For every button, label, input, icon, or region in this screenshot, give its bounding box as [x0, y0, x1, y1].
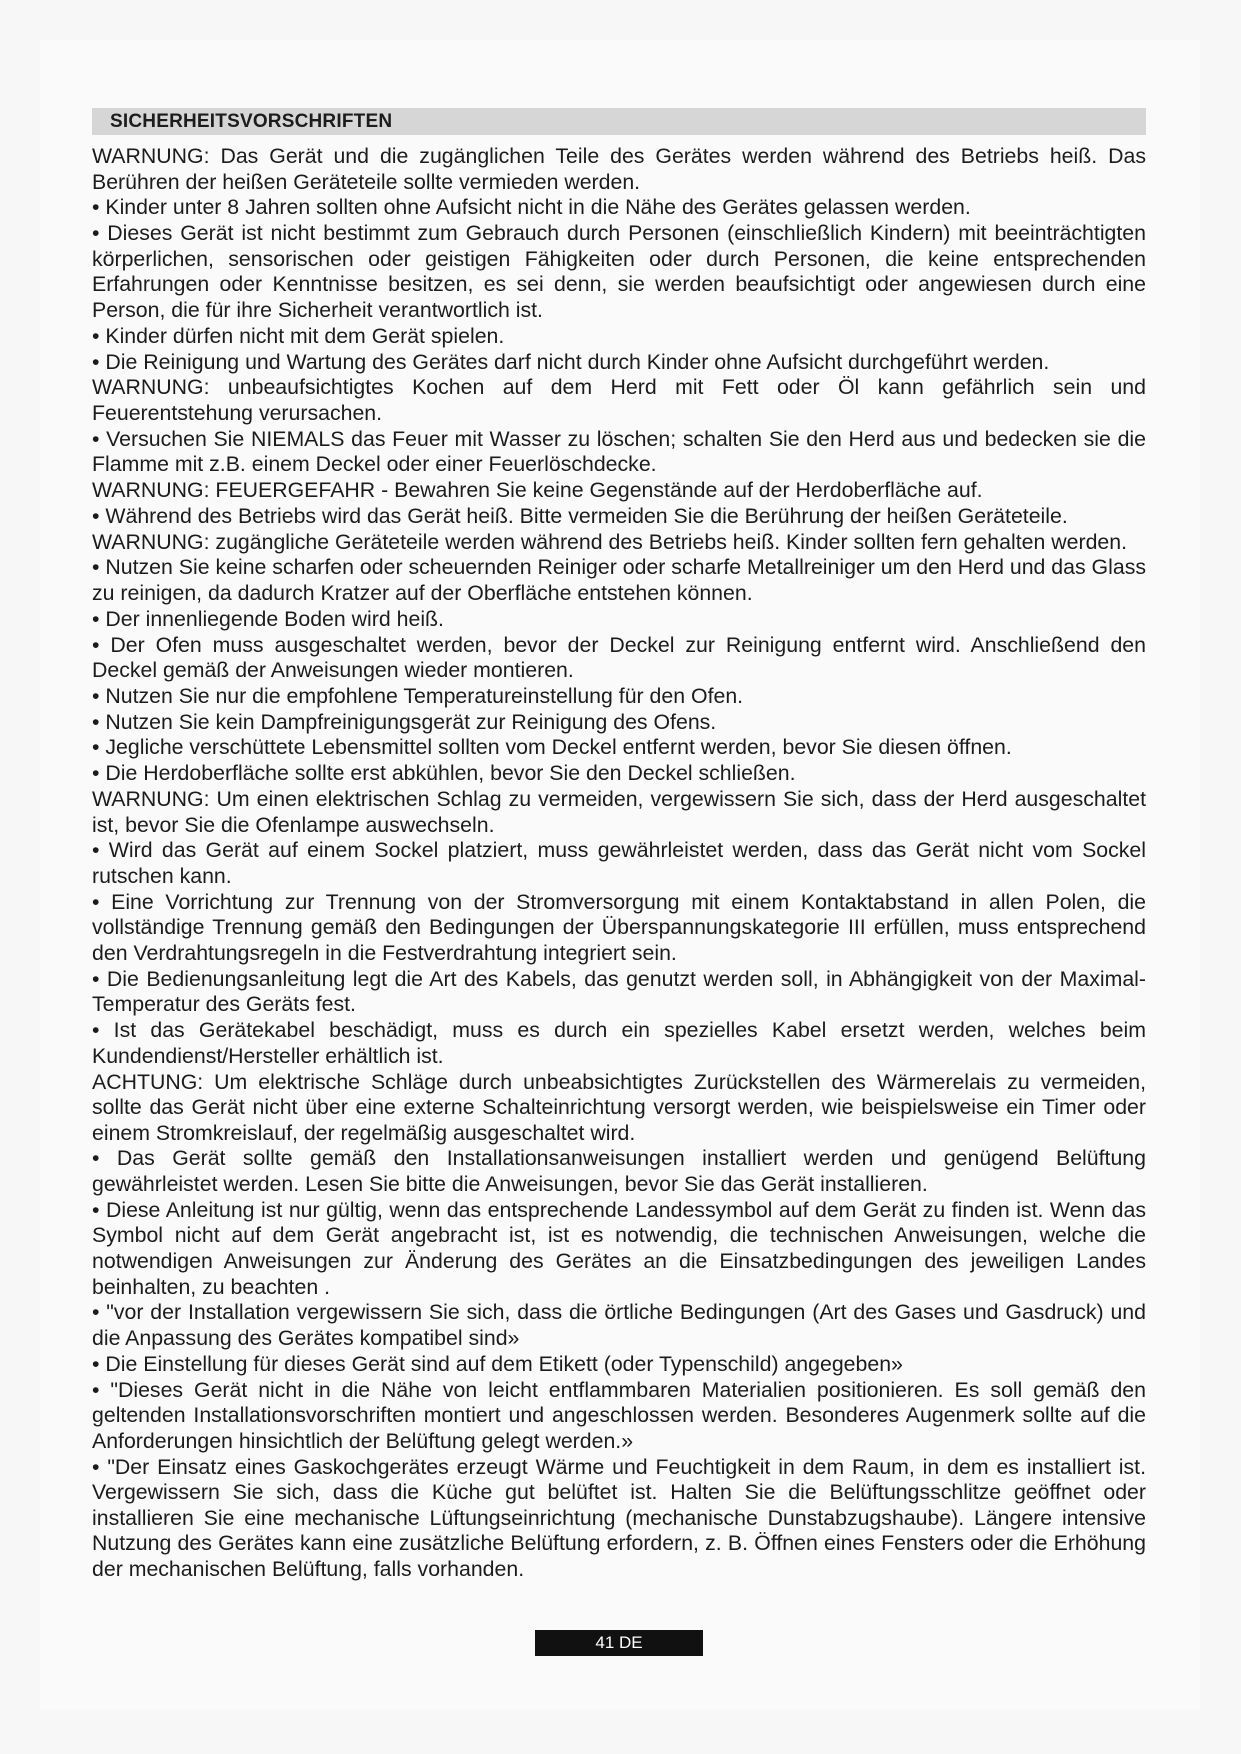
paragraph: • Kinder unter 8 Jahren sollten ohne Aufsicht nicht in die Nähe des Gerätes gelassen werden.: [92, 195, 971, 220]
paragraph: • Wird das Gerät auf einem Sockel platziert, muss gewährleistet werden, dass das Gerät nicht vom Sockel rutschen kann.: [92, 838, 1146, 888]
paragraph: • Nutzen Sie nur die empfohlene Temperatureinstellung für den Ofen.: [92, 683, 744, 708]
paragraph: • Während des Betriebs wird das Gerät heiß. Bitte vermeiden Sie die Berührung der heißen Geräteteile.: [92, 503, 1068, 528]
paragraph: • Dieses Gerät ist nicht bestimmt zum Gebrauch durch Personen (einschließlich Kindern) mit beeinträchtigten körperlichen, sensorischen oder geistigen Fähigkeiten oder durch Personen, die keine entsprechenden Erfahrungen oder Kenntnisse besitzen, es sei denn, sie werden beaufsichtigt oder angewiesen durch eine Person, die für ihre Sicherheit verantwortlich ist.: [92, 221, 1146, 322]
paragraph: • Eine Vorrichtung zur Trennung von der Stromversorgung mit einem Kontaktabstand in allen Polen, die vollständige Trennung gemäß den Bedingungen der Überspannungskategorie III erfüllen, muss entsprechend den Verdrahtungsregeln in die Festverdrahtung integriert sein.: [92, 889, 1146, 965]
paragraph: ACHTUNG: Um elektrische Schläge durch unbeabsichtigtes Zurückstellen des Wärmerelais zu vermeiden, sollte das Gerät nicht über eine externe Schalteinrichtung versorgt werden, wie beispielsweise ein Timer oder einem Stromkreislauf, der regelmäßig ausgeschaltet wird.: [92, 1069, 1146, 1145]
paragraph: • Die Reinigung und Wartung des Gerätes darf nicht durch Kinder ohne Aufsicht durchgeführt werden.: [92, 349, 1050, 374]
paragraph: WARNUNG: unbeaufsichtigtes Kochen auf dem Herd mit Fett oder Öl kann gefährlich sein und Feuerentstehung verursachen.: [92, 375, 1146, 425]
section-header: [92, 108, 1146, 135]
paragraph: WARNUNG: zugängliche Geräteteile werden während des Betriebs heiß. Kinder sollten fern gehalten werden.: [92, 529, 1128, 554]
paragraph: WARNUNG: FEUERGEFAHR - Bewahren Sie keine Gegenstände auf der Herdoberfläche auf.: [92, 478, 983, 503]
paragraph: • Die Herdoberfläche sollte erst abkühlen, bevor Sie den Deckel schließen.: [92, 761, 796, 786]
paragraph: WARNUNG: Das Gerät und die zugänglichen Teile des Gerätes werden während des Betriebs heiß. Das Berühren der heißen Geräteteile sollte vermieden werden.: [92, 144, 1146, 194]
page-number-label: 41 DE: [535, 1630, 703, 1656]
paragraph: • Kinder dürfen nicht mit dem Gerät spielen.: [92, 323, 505, 348]
section-title: SICHERHEITSVORSCHRIFTEN: [110, 111, 393, 132]
paragraph: • Ist das Gerätekabel beschädigt, muss es durch ein spezielles Kabel ersetzt werden, welches beim Kundendienst/Hersteller erhältlich ist.: [92, 1018, 1146, 1068]
paragraph: • Diese Anleitung ist nur gültig, wenn das entsprechende Landessymbol auf dem Gerät zu finden ist. Wenn das Symbol nicht auf dem Gerät angebracht ist, ist es notwendig, die technischen Anweisungen, welche die notwendigen Anweisungen zur Änderung des Gerätes an die Einsatzbedingungen des jeweiligen Landes beinhalten, zu beachten .: [92, 1197, 1146, 1299]
paragraph: • "Der Einsatz eines Gaskochgerätes erzeugt Wärme und Feuchtigkeit in dem Raum, in dem es installiert ist. Vergewissern Sie sich, dass die Küche gut belüftet ist. Halten Sie die Belüftungsschlitze geöffnet oder installieren Sie eine mechanische Lüftungseinrichtung (mechanische Dunstabzugshaube). Längere intensive Nutzung des Gerätes kann eine zusätzliche Belüftung erfordern, z. B. Öffnen eines Fensters oder die Erhöhung der mechanischen Belüftung, falls vorhanden.: [92, 1454, 1146, 1581]
paragraph: • Jegliche verschüttete Lebensmittel sollten vom Deckel entfernt werden, bevor Sie diesen öffnen.: [92, 735, 1012, 760]
paragraph: • "vor der Installation vergewissern Sie sich, dass die örtliche Bedingungen (Art des Gases und Gasdruck) und die Anpassung des Gerätes kompatibel sind»: [92, 1300, 1146, 1350]
paragraph: • Nutzen Sie keine scharfen oder scheuernden Reiniger oder scharfe Metallreiniger um den Herd und das Glass zu reinigen, da dadurch Kratzer auf der Oberfläche entstehen können.: [92, 555, 1146, 605]
paragraph: • Die Einstellung für dieses Gerät sind auf dem Etikett (oder Typenschild) angegeben»: [92, 1351, 903, 1376]
paragraph: • Das Gerät sollte gemäß den Installationsanweisungen installiert werden und genügend Belüftung gewährleistet werden. Lesen Sie bitte die Anweisungen, bevor Sie das Gerät installieren.: [92, 1146, 1146, 1197]
paragraph: • "Dieses Gerät nicht in die Nähe von leicht entflammbaren Materialien positionieren. Es soll gemäß den geltenden Installationsvorschriften montiert und angeschlossen werden. Besonderes Augenmerk sollte auf die Anforderungen hinsichtlich der Belüftung gelegt werden.»: [92, 1377, 1146, 1453]
paragraph: • Der Ofen muss ausgeschaltet werden, bevor der Deckel zur Reinigung entfernt wird. Anschließend den Deckel gemäß der Anweisungen wieder montieren.: [92, 632, 1146, 683]
paragraph: WARNUNG: Um einen elektrischen Schlag zu vermeiden, vergewissern Sie sich, dass der Herd ausgeschaltet ist, bevor Sie die Ofenlampe auswechseln.: [92, 787, 1146, 837]
paragraph: • Nutzen Sie kein Dampfreinigungsgerät zur Reinigung des Ofens.: [92, 709, 717, 734]
paragraph: • Die Bedienungsanleitung legt die Art des Kabels, das genutzt werden soll, in Abhängigkeit von der Maximal-Temperatur des Geräts fest.: [92, 966, 1146, 1017]
safety-text-body: [92, 144, 1146, 1583]
paragraph: • Der innenliegende Boden wird heiß.: [92, 606, 444, 631]
paragraph: • Versuchen Sie NIEMALS das Feuer mit Wasser zu löschen; schalten Sie den Herd aus und bedecken sie die Flamme mit z.B. einem Deckel oder einer Feuerlöschdecke.: [92, 426, 1146, 477]
